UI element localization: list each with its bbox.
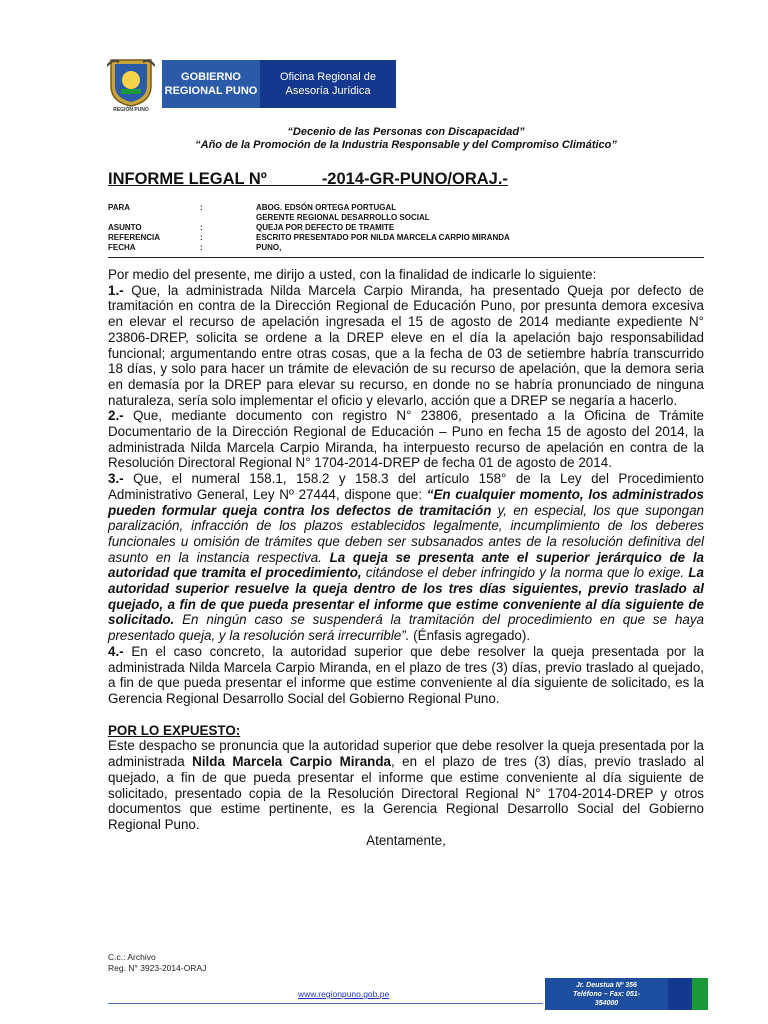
office-line-1: Oficina Regional de — [279, 71, 376, 83]
motto-line-2: “Año de la Promoción de la Industria Responsable y del Compromiso Climático” — [195, 139, 617, 151]
conclusion-text: Este despacho se pronuncia que la autoridad superior que debe resolver la queja presentada por la administrada — [108, 738, 704, 770]
conclusion-name: Nilda Marcela Carpio Miranda — [192, 754, 391, 770]
meta-colon: : — [200, 233, 203, 242]
quote-text: En ningún caso se suspenderá la tramitación del procedimiento en que se haya presentado queja, y la resolución será irrecurrible”. — [108, 612, 704, 644]
paragraph-number: 1.- — [108, 282, 124, 298]
footer-accent-green — [692, 978, 708, 1010]
paragraph-text: Que, el numeral 158.1, 158.2 y 158.3 del artículo 158° de la Ley del Procedimiento Administrativo General, Ley Nº 27444, dispone que: — [108, 471, 704, 502]
conclusion-text: , en el plazo de tres (3) días, previo traslado al quejado, a fin de que pueda presentar el informe que estime conveniente al día siguiente de solicitado, presentado copia de la Resolución Directoral Regional N° 1704-2014-DREP y otros documentos que estime pertinente, es la Gerencia Regional Desarrollo Social del Gobierno Regional Puno. — [108, 754, 704, 832]
registry-line: Reg. N° 3923-2014-ORAJ — [108, 963, 207, 973]
quote-text: citándose el deber infringido y la norma que lo exige. — [361, 565, 689, 581]
paragraph-3 — [108, 471, 704, 644]
meta-key: REFERENCIA — [108, 233, 161, 242]
office-line-2: Asesoría Jurídica — [285, 85, 371, 97]
document-body — [108, 267, 704, 848]
quote-text: y, en especial, los que supongan paralización, infracción de los plazos establecidos legalmente, incumplimiento de los deberes funcionales u omisión de trámites que deben ser subsanados antes de la resolución definitiva del asunto en la instancia respectiva. — [108, 502, 704, 565]
meta-colon — [200, 213, 256, 223]
org-line-1: GOBIERNO — [181, 71, 241, 83]
region-puno-logo — [107, 56, 155, 108]
meta-row-asunto — [108, 223, 704, 233]
phone-line-2: 354000 — [594, 999, 619, 1007]
document-title: INFORME LEGAL Nº -2014-GR-PUNO/ORAJ.- — [108, 170, 508, 188]
header-divider — [108, 257, 704, 258]
phone-line-1: Teléfono – Fax: 051- — [572, 990, 641, 998]
meta-key: ASUNTO — [108, 223, 142, 232]
gobierno-regional-banner — [162, 60, 260, 108]
paragraph-number: 3.- — [108, 471, 124, 487]
paragraph-2 — [108, 408, 704, 471]
meta-value: GERENTE REGIONAL DESARROLLO SOCIAL — [256, 213, 430, 222]
closing: Atentamente, — [366, 832, 446, 848]
logo-caption: REGIÓN PUNO — [113, 107, 149, 113]
meta-row-fecha — [108, 243, 704, 253]
paragraph-number: 2.- — [108, 408, 124, 424]
emphasis-note: (Énfasis agregado). — [409, 628, 531, 644]
footer-divider — [108, 1003, 543, 1004]
contact-box — [545, 978, 668, 1010]
meta-value: ABOG. EDSÓN ORTEGA PORTUGAL — [256, 203, 397, 212]
quote-emphasis: La queja se presenta ante el superior jerárquico de la autoridad que tramita el procedimiento, — [108, 549, 704, 581]
meta-row-para — [108, 203, 704, 213]
paragraph-text: En el caso concreto, la autoridad superior que debe resolver la queja presentada por la administrada Nilda Marcela Carpio Miranda, en el plazo de tres (3) días, previo traslado al quejado, a fin de que pueda presentar el informe que estime conveniente al día siguiente de solicitado, es la Gerencia Regional Desarrollo Social del Gobierno Regional Puno. — [108, 643, 704, 706]
org-line-2: REGIONAL PUNO — [164, 85, 258, 97]
meta-row-cargo — [108, 213, 704, 223]
conclusion-paragraph — [108, 738, 704, 832]
cc-line: C.c.: Archivo — [108, 952, 156, 962]
meta-row-referencia — [108, 233, 704, 243]
oficina-banner — [260, 60, 396, 108]
website-link[interactable]: www.regionpuno.gob.pe — [298, 989, 390, 999]
quote-emphasis: La autoridad superior resuelve la queja dentro de los tres días siguientes, previo traslado al quejado, a fin de que pueda presentar el informe que estime conveniente al día siguiente de solicitado. — [108, 565, 704, 628]
meta-value: PUNO, — [256, 243, 282, 252]
meta-colon: : — [200, 223, 203, 232]
meta-key — [108, 213, 200, 223]
paragraph-4 — [108, 644, 704, 707]
meta-colon: : — [200, 243, 203, 252]
conclusion-heading: POR LO EXPUESTO: — [108, 722, 241, 738]
footer-note — [108, 952, 206, 974]
meta-colon: : — [200, 203, 203, 212]
meta-value: ESCRITO PRESENTADO POR NILDA MARCELA CARPIO MIRANDA — [256, 233, 510, 242]
address-line: Jr. Deustua Nº 356 — [576, 981, 637, 989]
meta-value: QUEJA POR DEFECTO DE TRAMITE — [256, 223, 395, 232]
paragraph-number: 4.- — [108, 643, 124, 659]
motto-line-1: “Decenio de las Personas con Discapacidad” — [287, 126, 525, 138]
quote-emphasis: “En cualquier momento, los administrados pueden formular queja contra los defectos de tramitación — [108, 486, 704, 518]
meta-key: FECHA — [108, 243, 136, 252]
paragraph-text: Que, la administrada Nilda Marcela Carpio Miranda, ha presentado Queja por defecto de tramitación en contra de la Dirección Regional de Educación Puno, por presunta demora excesiva en elevar el recurso de apelación ingresada el 15 de agosto de 2014 mediante expediente N° 23806-DREP, solicita se ordene a la DREP eleve en el día la apelación bajo responsabilidad funcional; argumentando entre otras cosas, que a la fecha de 03 de setiembre habría transcurrido 18 días, y solo para hacer un trámite de elevación de su recurso de apelación, que la demora seria en demasía por la DREP para elevar su recurso, en donde no se habría pronunciado de ninguna naturaleza, sería solo implementar el oficio y elevarlo, acción que a DREP se negaría a hacerlo. — [108, 282, 704, 408]
paragraph-1 — [108, 283, 704, 409]
paragraph-text: Que, mediante documento con registro N° 23806, presentado a la Oficina de Trámite Documentario de la Dirección Regional de Educación – Puno en fecha 15 de agosto del 2014, la administrada Nilda Marcela Carpio Miranda, ha interpuesto recurso de apelación en contra de la Resolución Directoral Regional N° 1704-2014-DREP de fecha 01 de agosto de 2014. — [108, 408, 704, 471]
footer-accent-blue — [668, 978, 692, 1010]
intro-paragraph: Por medio del presente, me dirijo a usted, con la finalidad de indicarle lo siguiente: — [108, 267, 597, 282]
meta-key: PARA — [108, 203, 131, 212]
memo-header — [108, 203, 704, 253]
